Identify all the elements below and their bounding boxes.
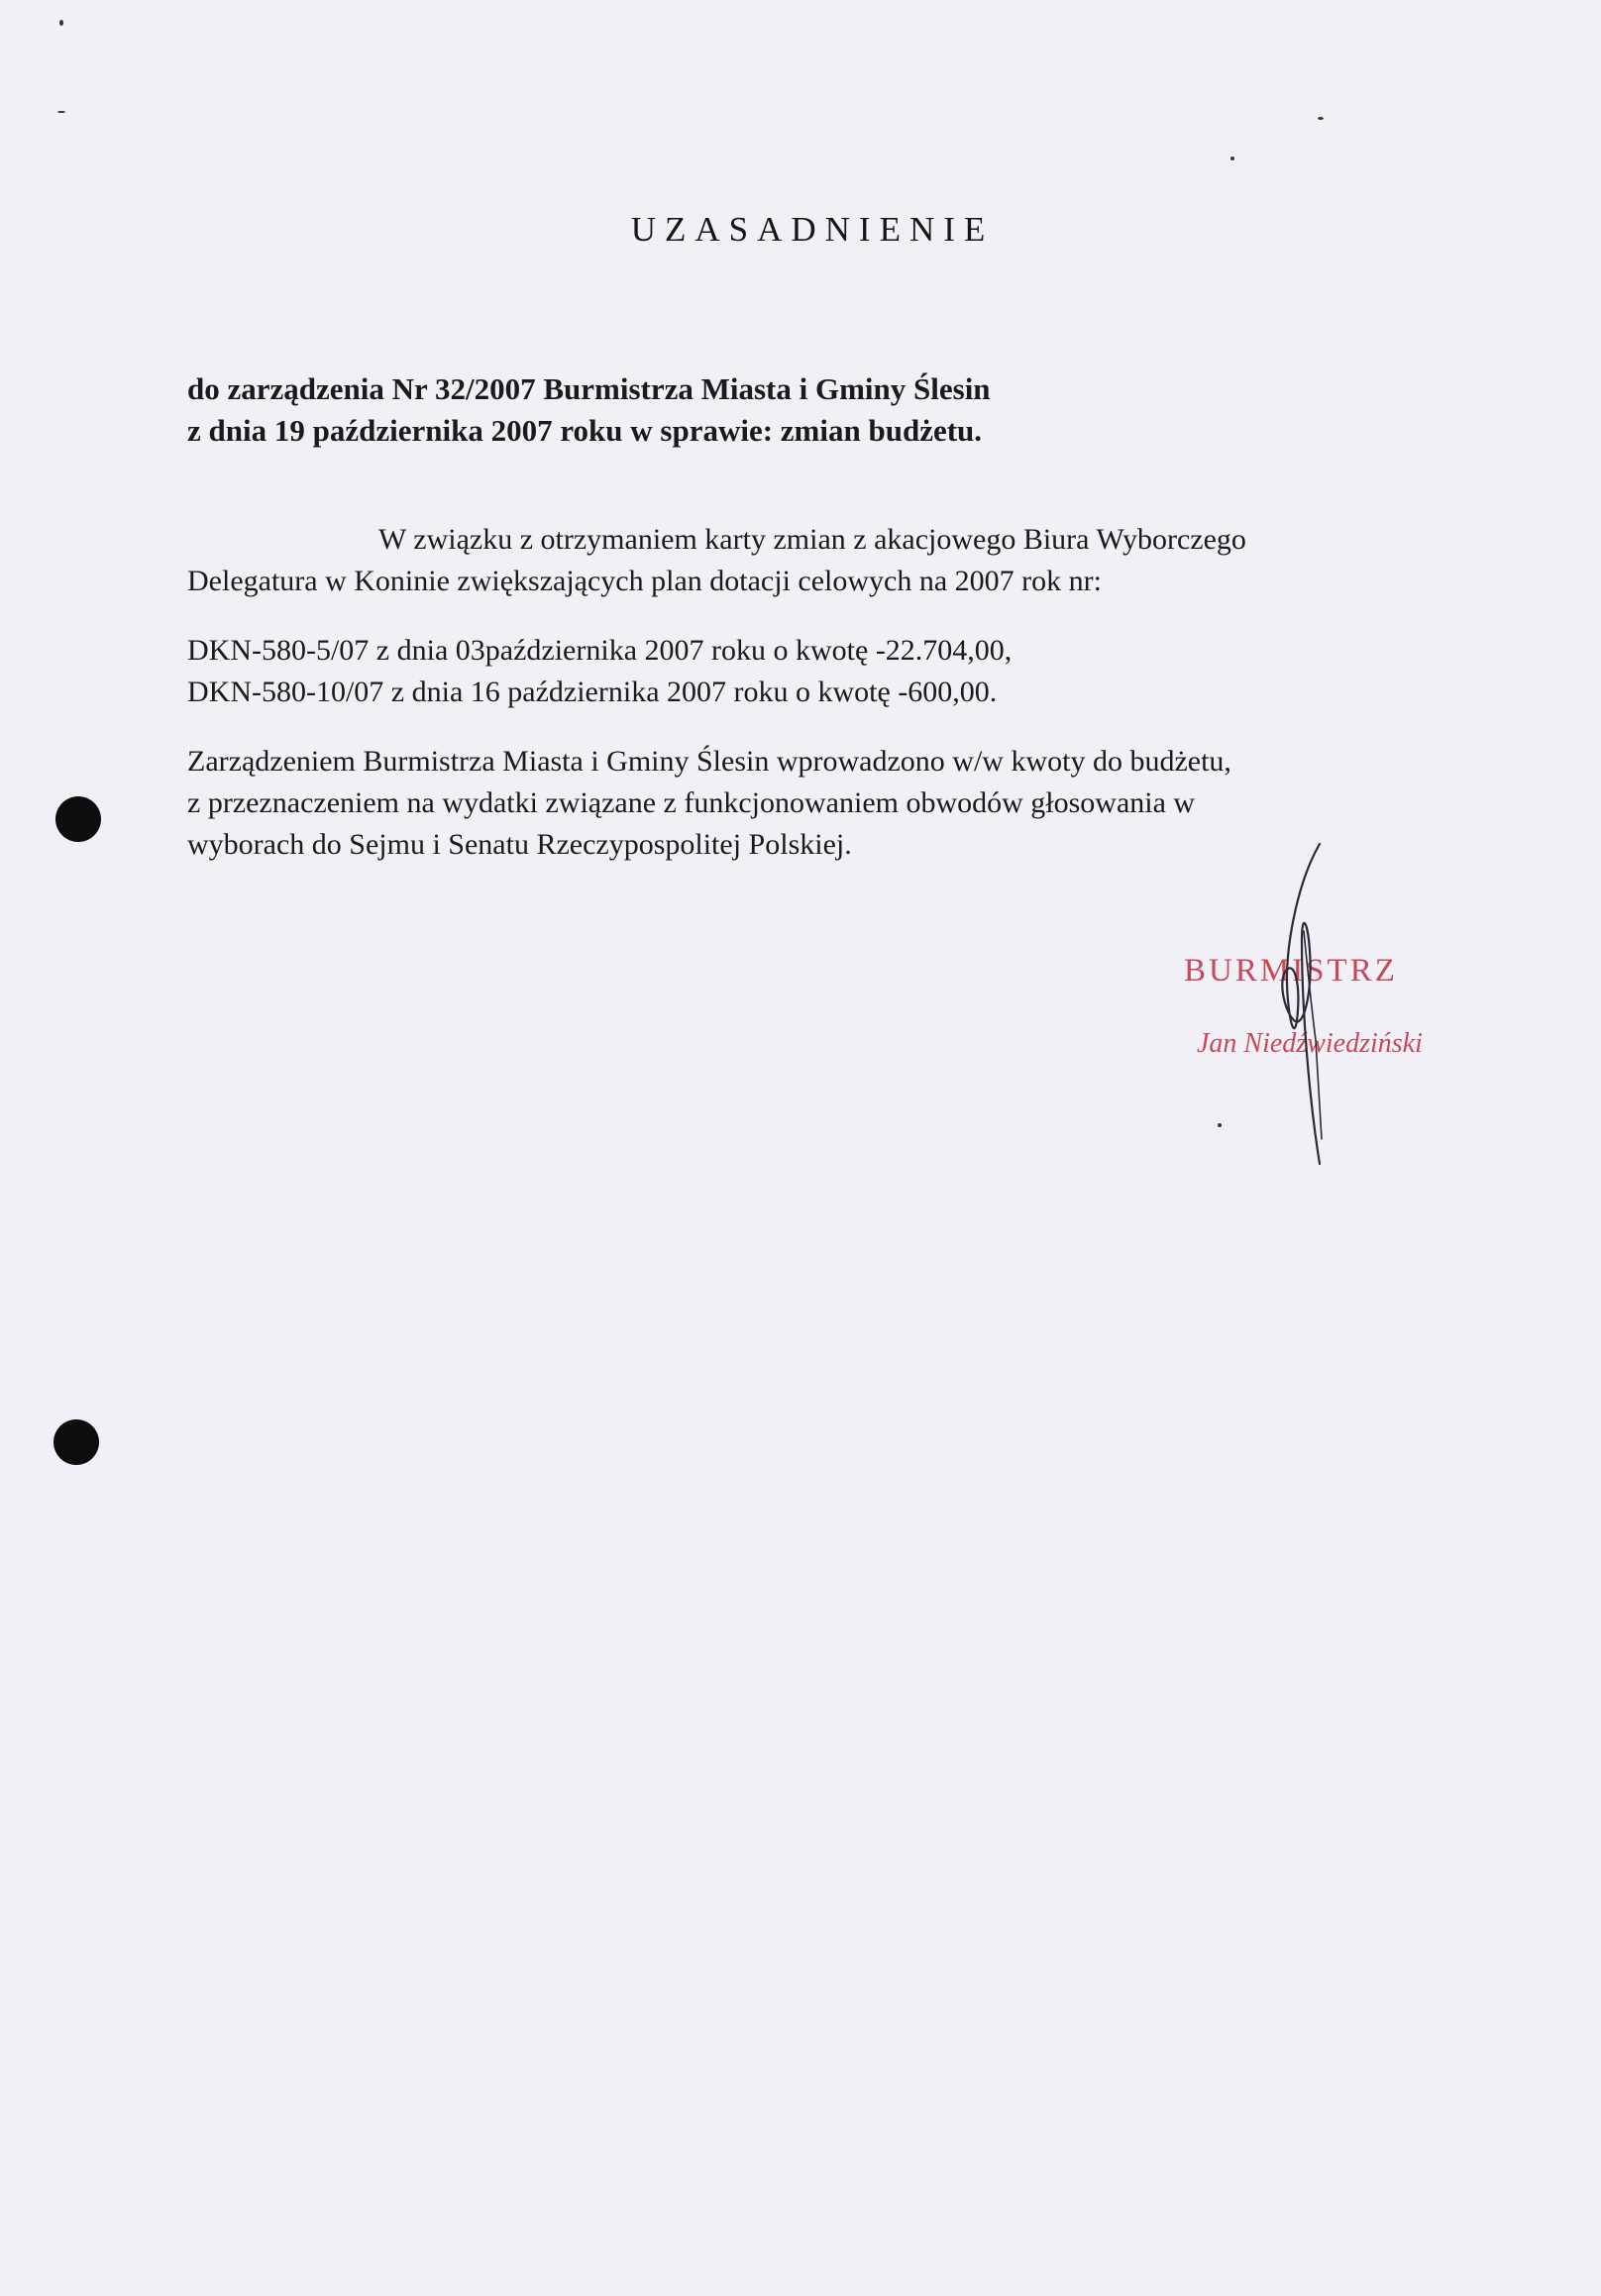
document-title: UZASADNIENIE <box>630 210 995 249</box>
paragraph-conclusion <box>187 741 1231 866</box>
scan-speck <box>1218 1123 1222 1127</box>
paragraph-line: Zarządzeniem Burmistrza Miasta i Gminy Ślesin wprowadzono w/w kwoty do budżetu, <box>187 745 1231 778</box>
paragraph-line: DKN-580-10/07 z dnia 16 października 2007 roku o kwotę -600,00. <box>187 676 998 708</box>
paragraph-line: DKN-580-5/07 z dnia 03października 2007 roku o kwotę -22.704,00, <box>187 634 1013 667</box>
paragraph-line: Delegatura w Koninie zwiększających plan dotacji celowych na 2007 rok nr: <box>187 565 1102 597</box>
paragraph-line: z przeznaczeniem na wydatki związane z funkcjonowaniem obwodów głosowania w <box>187 786 1196 819</box>
paragraph-intro <box>187 519 1246 602</box>
scan-speck <box>59 20 63 26</box>
punch-hole <box>55 796 101 842</box>
paragraph-documents <box>187 630 1012 713</box>
scan-speck <box>1230 157 1234 160</box>
reference-block <box>187 368 991 452</box>
scan-speck <box>57 111 65 113</box>
paragraph-line: W związku z otrzymaniem karty zmian z akacjowego Biura Wyborczego <box>378 523 1246 556</box>
stamp-name: Jan Niedźwiedziński <box>1197 1028 1423 1059</box>
reference-line: do zarządzenia Nr 32/2007 Burmistrza Miasta i Gminy Ślesin <box>187 371 991 406</box>
handwritten-signature <box>1258 842 1347 1169</box>
punch-hole <box>53 1419 99 1465</box>
scan-speck <box>1318 117 1324 120</box>
reference-line: z dnia 19 października 2007 roku w sprawie: zmian budżetu. <box>187 413 983 448</box>
paragraph-line: wyborach do Sejmu i Senatu Rzeczypospolitej Polskiej. <box>187 828 852 861</box>
stamp-title: BURMISTRZ <box>1184 953 1398 989</box>
